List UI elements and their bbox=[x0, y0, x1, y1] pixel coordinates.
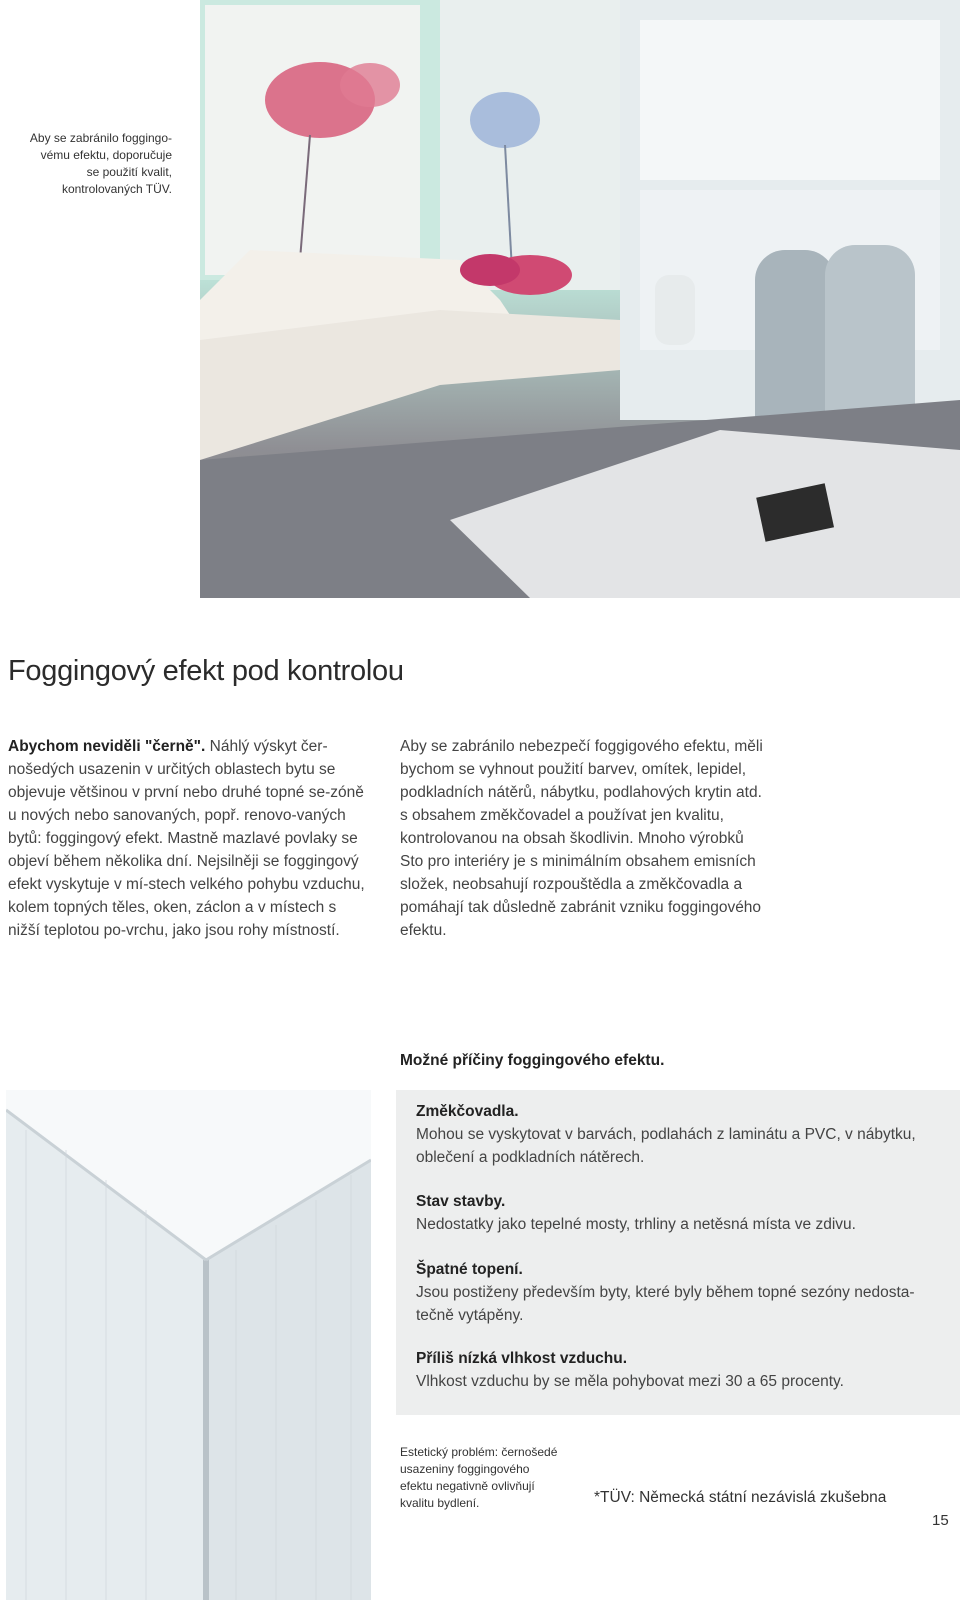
intro-left-column bbox=[8, 735, 370, 942]
intro-left-text: Náhlý výskyt čer-nošedých usazenin v určitých oblastech bytu se objevuje většinou v první nebo druhé topné se-zóně u nových nebo sanovaných, popř. renovo-vaných bytů: foggingový efekt. Mastně mazlavé povlaky se objeví během několika dní. Nejsilněji se foggingový efekt vyskytuje v mí-stech velkého pohybu vzduchu, kolem topných těles, oken, záclon a v místech s nižší teplotou po-vrchu, jako jsou rohy místností. bbox=[8, 738, 365, 939]
cause-title: Špatné topení. bbox=[416, 1261, 523, 1278]
side-caption bbox=[14, 130, 172, 198]
side-caption-line: kontrolovaných TÜV. bbox=[61, 182, 172, 196]
wall-corner-photo bbox=[6, 1090, 371, 1600]
flower-blue bbox=[470, 92, 540, 148]
cause-item bbox=[416, 1190, 936, 1236]
side-caption-line: Aby se zabránilo foggingo- bbox=[29, 131, 172, 145]
page-title: Foggingový efekt pod kontrolou bbox=[8, 655, 404, 687]
bottle bbox=[655, 275, 695, 345]
flower-pink bbox=[340, 63, 400, 107]
cause-title: Příliš nízká vlhkost vzduchu. bbox=[416, 1350, 628, 1367]
cause-item bbox=[416, 1347, 936, 1393]
cause-text: Nedostatky jako tepelné mosty, trhliny a netěsná místa ve zdivu. bbox=[416, 1216, 856, 1233]
intro-lead: Abychom neviděli "černě". bbox=[8, 738, 206, 755]
flower-canvas-1 bbox=[205, 5, 420, 275]
window-pane bbox=[640, 20, 940, 180]
pillow bbox=[460, 254, 520, 286]
flower-canvas-2 bbox=[440, 0, 620, 290]
living-room-illustration bbox=[200, 0, 960, 598]
bottom-caption-line: Estetický problém: černošedé bbox=[400, 1445, 558, 1459]
footnote: *TÜV: Německá státní nezávislá zkušebna bbox=[594, 1489, 887, 1506]
side-caption-line: vému efektu, doporučuje bbox=[40, 148, 172, 162]
bottom-caption bbox=[400, 1444, 575, 1512]
cause-title: Změkčovadla. bbox=[416, 1103, 519, 1120]
bottom-caption-line: kvalitu bydlení. bbox=[400, 1496, 480, 1510]
cause-text: Mohou se vyskytovat v barvách, podlahách z laminátu a PVC, v nábytku, oblečení a podkladních nátěrech. bbox=[416, 1126, 916, 1166]
living-room-photo bbox=[200, 0, 960, 598]
wall-corner-illustration bbox=[6, 1090, 371, 1600]
intro-right-column bbox=[400, 735, 770, 942]
causes-heading: Možné příčiny foggingového efektu. bbox=[400, 1052, 665, 1069]
bottom-caption-line: usazeniny foggingového bbox=[400, 1462, 530, 1476]
cause-text: Jsou postiženy především byty, které byly během topné sezóny nedosta-tečně vytápěny. bbox=[416, 1284, 915, 1324]
cause-text: Vlhkost vzduchu by se měla pohybovat mezi 30 a 65 procenty. bbox=[416, 1373, 844, 1390]
cause-item bbox=[416, 1258, 936, 1327]
side-caption-line: se použití kvalit, bbox=[86, 165, 172, 179]
cause-title: Stav stavby. bbox=[416, 1193, 506, 1210]
bottom-caption-line: efektu negativně ovlivňují bbox=[400, 1479, 535, 1493]
causes-box bbox=[396, 1090, 960, 1415]
page-number: 15 bbox=[932, 1512, 949, 1529]
cause-item bbox=[416, 1100, 936, 1169]
intro-right-text: Aby se zabránilo nebezpečí foggigového efektu, měli bychom se vyhnout použití barvev, omítek, lepidel, podkladních nátěrů, nábytku, podlahových krytin atd. s obsahem změkčovadel a používat jen kvalitu, kontrolovanou na obsah škodlivin. Mnoho výrobků Sto pro interiéry je s minimálním obsahem emisních složek, neobsahují rozpouštědla a změkčovadla a pomáhají tak důsledně zabránit vzniku foggingového efektu. bbox=[400, 738, 763, 939]
